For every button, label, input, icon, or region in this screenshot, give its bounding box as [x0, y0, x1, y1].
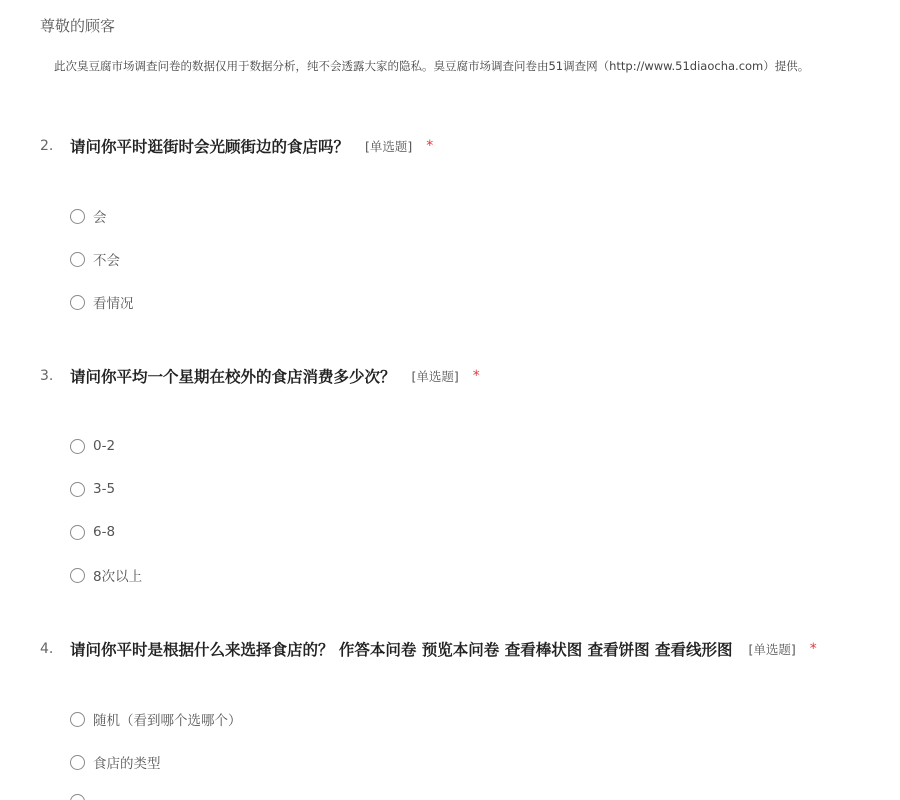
question-number: 2.: [40, 138, 54, 154]
option-label: 8次以上: [93, 569, 143, 585]
radio-button[interactable]: [70, 794, 85, 800]
radio-button[interactable]: [70, 295, 85, 310]
q4-option-1[interactable]: [70, 709, 242, 729]
radio-button[interactable]: [70, 568, 85, 583]
question-text: 请问你平时逛街时会光顾街边的食店吗？: [70, 138, 350, 156]
question-type-tag: [单选题]: [411, 369, 459, 384]
question-text: 请问你平均一个星期在校外的食店消费多少次？: [70, 368, 396, 386]
radio-button[interactable]: [70, 712, 85, 727]
question-number: 3.: [40, 368, 54, 384]
q3-option-3[interactable]: [70, 522, 115, 542]
radio-button[interactable]: [70, 252, 85, 267]
q3-option-4[interactable]: [70, 565, 142, 585]
option-label: 食店的类型: [93, 756, 161, 772]
option-label: 随机（看到哪个选哪个）: [93, 713, 242, 729]
q3-option-1[interactable]: [70, 436, 115, 456]
option-label: 0-2: [93, 438, 116, 454]
required-asterisk: *: [426, 138, 434, 154]
radio-button[interactable]: [70, 439, 85, 454]
q2-option-1[interactable]: [70, 206, 107, 226]
radio-button[interactable]: [70, 482, 85, 497]
option-label: 会: [93, 210, 107, 226]
radio-button[interactable]: [70, 209, 85, 224]
q3-option-2[interactable]: [70, 479, 115, 499]
question-4-title: [40, 637, 817, 661]
option-label: 看情况: [93, 296, 134, 312]
question-type-tag: [单选题]: [365, 139, 413, 154]
q4-option-3[interactable]: [70, 791, 93, 800]
radio-button[interactable]: [70, 755, 85, 770]
question-2-title: [40, 134, 433, 158]
option-label: 3-5: [93, 481, 116, 497]
question-number: 4.: [40, 641, 54, 657]
option-label: 不会: [93, 253, 120, 269]
q2-option-3[interactable]: [70, 292, 134, 312]
q2-option-2[interactable]: [70, 249, 120, 269]
required-asterisk: *: [472, 368, 480, 384]
question-text: 请问你平时是根据什么来选择食店的？ 作答本问卷 预览本问卷 查看棒状图 查看饼图 查看线形图: [70, 641, 733, 659]
question-type-tag: [单选题]: [748, 642, 796, 657]
q4-option-2[interactable]: [70, 752, 161, 772]
greeting-heading: 尊敬的顾客: [40, 17, 116, 35]
radio-button[interactable]: [70, 525, 85, 540]
required-asterisk: *: [809, 641, 817, 657]
survey-intro-text: 此次臭豆腐市场调查问卷的数据仅用于数据分析，纯不会透露大家的隐私。臭豆腐市场调查问卷由51调查网（http://www.51diaocha.com）提供。: [54, 59, 810, 73]
option-label: 6-8: [93, 524, 116, 540]
question-3-title: [40, 364, 480, 388]
